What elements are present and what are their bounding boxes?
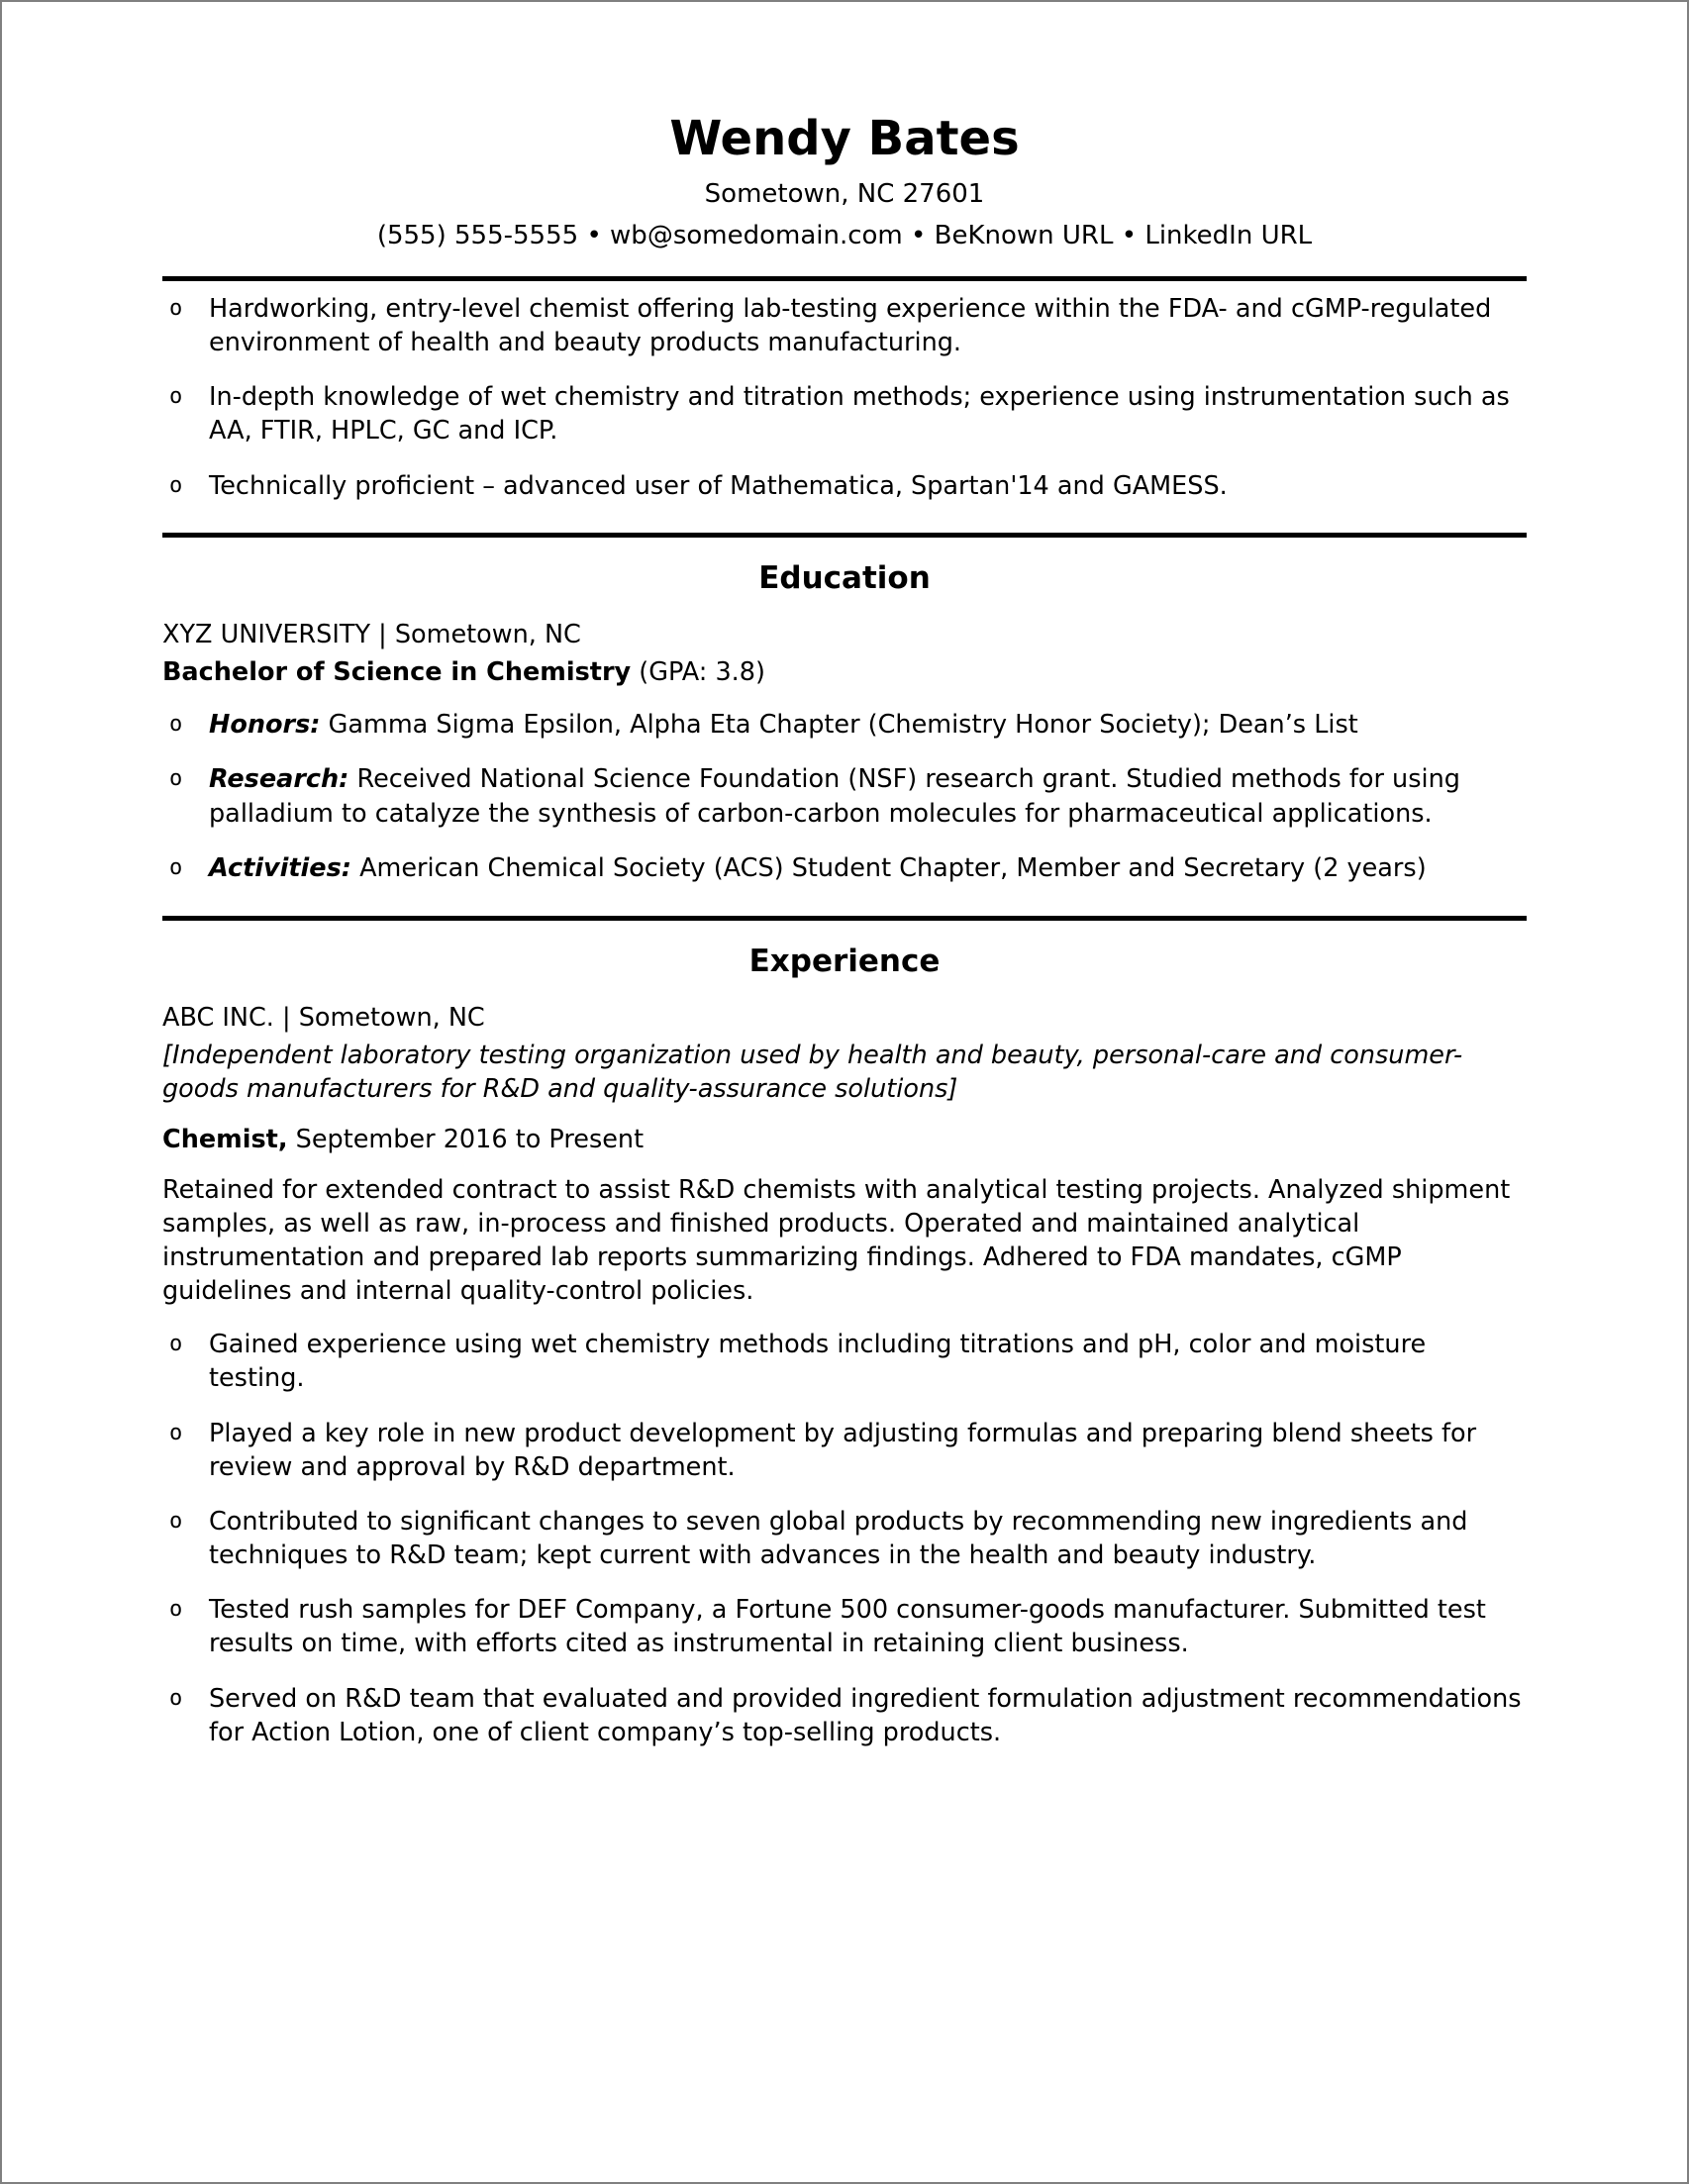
hollow-circle-bullet-icon: o <box>169 712 183 738</box>
list-item <box>162 1682 1527 1749</box>
candidate-location: Sometown, NC 27601 <box>704 178 985 209</box>
hollow-circle-bullet-icon: o <box>169 1420 183 1445</box>
hollow-circle-bullet-icon: o <box>169 1685 183 1711</box>
education-bullet-text: Received National Science Foundation (NSF) research grant. Studied methods for using palladium to catalyze the synthesis of carbon-carbon molecules for pharmaceutical applications. <box>209 764 1460 829</box>
summary-bullet-text: In-depth knowledge of wet chemistry and titration methods; experience using instrumentation such as AA, FTIR, HPLC, GC and ICP. <box>209 382 1510 447</box>
list-item <box>162 469 1527 503</box>
list-item <box>162 292 1527 359</box>
hollow-circle-bullet-icon: o <box>169 295 183 321</box>
hollow-circle-bullet-icon: o <box>169 1332 183 1357</box>
resume-content <box>162 2 1527 1749</box>
divider-rule-1 <box>162 276 1527 281</box>
education-bullet-label: Honors: <box>209 710 321 741</box>
experience-bullet-text: Contributed to significant changes to seven global products by recommending new ingredients and techniques to R&D team; kept current with advances in the health and beauty industry. <box>209 1506 1468 1571</box>
experience-company-description: [Independent laboratory testing organization used by health and beauty, personal-care and consumer-goods manufacturers for R&D and quality-assurance solutions] <box>162 1041 1463 1105</box>
degree-gpa: (GPA: 3.8) <box>631 657 765 688</box>
list-item <box>162 708 1527 742</box>
hollow-circle-bullet-icon: o <box>169 472 183 498</box>
summary-bullet-text: Technically proficient – advanced user of Mathematica, Spartan'14 and GAMESS. <box>209 470 1228 501</box>
education-bullet-label: Activities: <box>209 852 351 883</box>
list-item <box>162 1505 1527 1572</box>
experience-job-title-line <box>162 1123 1527 1156</box>
hollow-circle-bullet-icon: o <box>169 1597 183 1623</box>
list-item <box>162 1593 1527 1660</box>
education-bullet-label: Research: <box>209 764 349 795</box>
education-bullet-text: American Chemical Society (ACS) Student Chapter, Member and Secretary (2 years) <box>350 852 1427 883</box>
candidate-name: Wendy Bates <box>669 111 1020 166</box>
experience-company: ABC INC. | Sometown, NC <box>162 1003 485 1034</box>
education-degree <box>162 655 1527 689</box>
experience-job-paragraph: Retained for extended contract to assist R&D chemists with analytical testing projects. Analyzed shipment samples, as well as raw, in-process and finished products. Operated and maintained analytical instrumentation and prepared lab reports summarizing findings. Adhered to FDA mandates, cGMP guidelines and internal quality-control policies. <box>162 1174 1511 1307</box>
summary-list <box>162 292 1527 503</box>
experience-bullet-text: Played a key role in new product development by adjusting formulas and preparing blend sheets for review and approval by R&D department. <box>209 1418 1477 1482</box>
divider-rule-2 <box>162 533 1527 538</box>
experience-list <box>162 1328 1527 1749</box>
list-item <box>162 1417 1527 1484</box>
summary-bullet-text: Hardworking, entry-level chemist offering lab-testing experience within the FDA- and cGMP-regulated environment of health and beauty products manufacturing. <box>209 293 1492 358</box>
section-heading-education: Education <box>758 559 931 596</box>
experience-bullet-text: Served on R&D team that evaluated and provided ingredient formulation adjustment recommendations for Action Lotion, one of client company’s top-selling products. <box>209 1683 1522 1747</box>
list-item <box>162 380 1527 447</box>
education-school: XYZ UNIVERSITY | Sometown, NC <box>162 619 581 649</box>
degree-name: Bachelor of Science in Chemistry <box>162 657 632 688</box>
hollow-circle-bullet-icon: o <box>169 1508 183 1534</box>
experience-bullet-text: Tested rush samples for DEF Company, a Fortune 500 consumer-goods manufacturer. Submitted test results on time, with efforts cited as instrumental in retaining client business. <box>209 1595 1486 1659</box>
education-bullet-text: Gamma Sigma Epsilon, Alpha Eta Chapter (Chemistry Honor Society); Dean’s List <box>320 710 1358 741</box>
education-list <box>162 708 1527 885</box>
hollow-circle-bullet-icon: o <box>169 766 183 792</box>
job-dates: September 2016 to Present <box>287 1124 645 1154</box>
list-item <box>162 1328 1527 1395</box>
section-heading-experience: Experience <box>748 943 941 979</box>
job-title: Chemist, <box>162 1124 288 1154</box>
list-item <box>162 851 1527 885</box>
list-item <box>162 762 1527 830</box>
divider-rule-3 <box>162 916 1527 921</box>
candidate-contact: (555) 555-5555 • wb@somedomain.com • BeKnown URL • LinkedIn URL <box>376 221 1313 251</box>
experience-bullet-text: Gained experience using wet chemistry methods including titrations and pH, color and moisture testing. <box>209 1330 1427 1394</box>
hollow-circle-bullet-icon: o <box>169 854 183 880</box>
hollow-circle-bullet-icon: o <box>169 384 183 410</box>
